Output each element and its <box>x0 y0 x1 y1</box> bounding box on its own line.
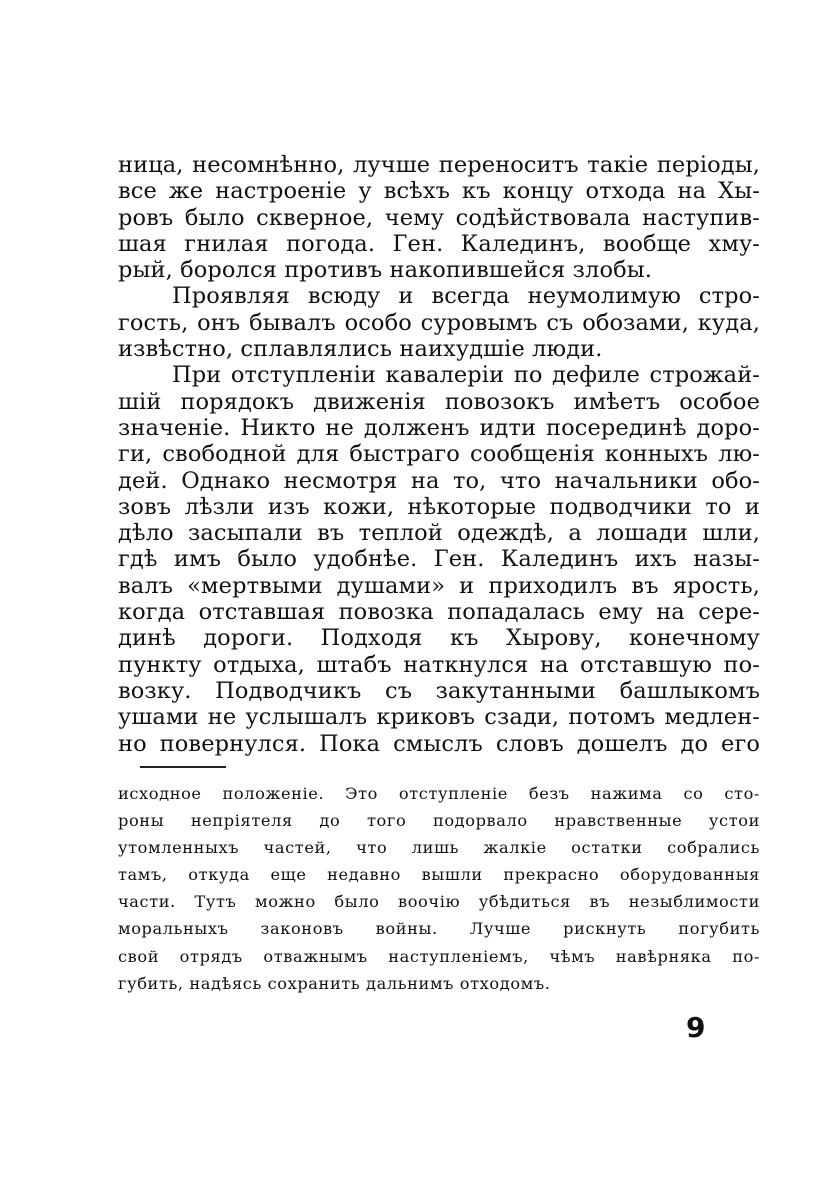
text-line: дѣло засыпали въ теплой одеждѣ, а лошади шли, <box>118 520 760 547</box>
text-line: дей. Однако несмотря на то, что начальники обо- <box>118 467 760 494</box>
text-line: валъ «мертвыми душами» и приходилъ въ ярость, <box>118 572 760 599</box>
text-line: зовъ лѣзли изъ кожи, нѣкоторые подводчики то и <box>118 493 760 520</box>
main-text <box>118 152 760 757</box>
text-line: ровъ было скверное, чему содѣйствовала наступив- <box>118 204 760 231</box>
footnote <box>118 780 760 997</box>
text-line: динѣ дороги. Подходя къ Хырову, конечному <box>118 625 760 652</box>
footnote-line: роны непріятеля до того подорвало нравственные устои <box>118 811 760 831</box>
text-line: но повернулся. Пока смыслъ словъ дошелъ до его <box>118 730 760 757</box>
text-line: ница, несомнѣнно, лучше переноситъ такіе періоды, <box>118 152 760 178</box>
footnote-line: свой отрядъ отважнымъ наступленіемъ, чѣмъ навѣрняка по- <box>118 946 760 966</box>
text-line: При отступленіи кавалеріи по дефиле строжай- <box>172 362 760 389</box>
text-line: Проявляя всюду и всегда неумолимую стро- <box>172 283 760 310</box>
text-line: извѣстно, сплавлялись наихудшіе люди. <box>118 336 603 363</box>
text-line: шій порядокъ движенія повозокъ имѣетъ особое <box>118 388 760 415</box>
footnote-line: моральныхъ законовъ войны. Лучше рискнуть погубить <box>118 919 760 939</box>
footnote-divider <box>140 766 226 768</box>
footnote-line: губить, надѣясь сохранить дальнимъ отходомъ. <box>118 973 551 993</box>
text-line: все же настроеніе у всѣхъ къ концу отхода на Хы- <box>118 178 760 205</box>
text-line: возку. Подводчикъ съ закутанными башлыкомъ <box>118 677 760 704</box>
text-line: гдѣ имъ было удобнѣе. Ген. Калединъ ихъ назы- <box>118 546 760 573</box>
page-number: 9 <box>686 1011 706 1044</box>
text-line: ги, свободной для быстраго сообщенія конныхъ лю- <box>118 441 760 468</box>
footnote-line: утомленныхъ частей, что лишь жалкіе остатки собрались <box>118 838 760 858</box>
text-line: рый, боролся противъ накопившейся злобы. <box>118 257 652 284</box>
footnote-line: тамъ, откуда еще недавно вышли прекрасно оборудованныя <box>118 865 760 885</box>
text-line: шая гнилая погода. Ген. Калединъ, вообще хму- <box>118 230 760 257</box>
text-line: когда отставшая повозка попадалась ему на сере- <box>118 599 760 626</box>
text-line: гость, онъ бывалъ особо суровымъ съ обозами, куда, <box>118 309 760 336</box>
footnote-line: части. Тутъ можно было воочію убѣдиться въ незыблимости <box>118 892 760 912</box>
footnote-line: исходное положеніе. Это отступленіе безъ нажима со сто- <box>118 784 760 803</box>
text-line: пункту отдыха, штабъ наткнулся на отставшую по- <box>118 651 760 678</box>
text-line: значеніе. Никто не долженъ идти посерединѣ доро- <box>118 414 760 441</box>
text-line: ушами не услышалъ криковъ сзади, потомъ медлен- <box>118 704 760 731</box>
